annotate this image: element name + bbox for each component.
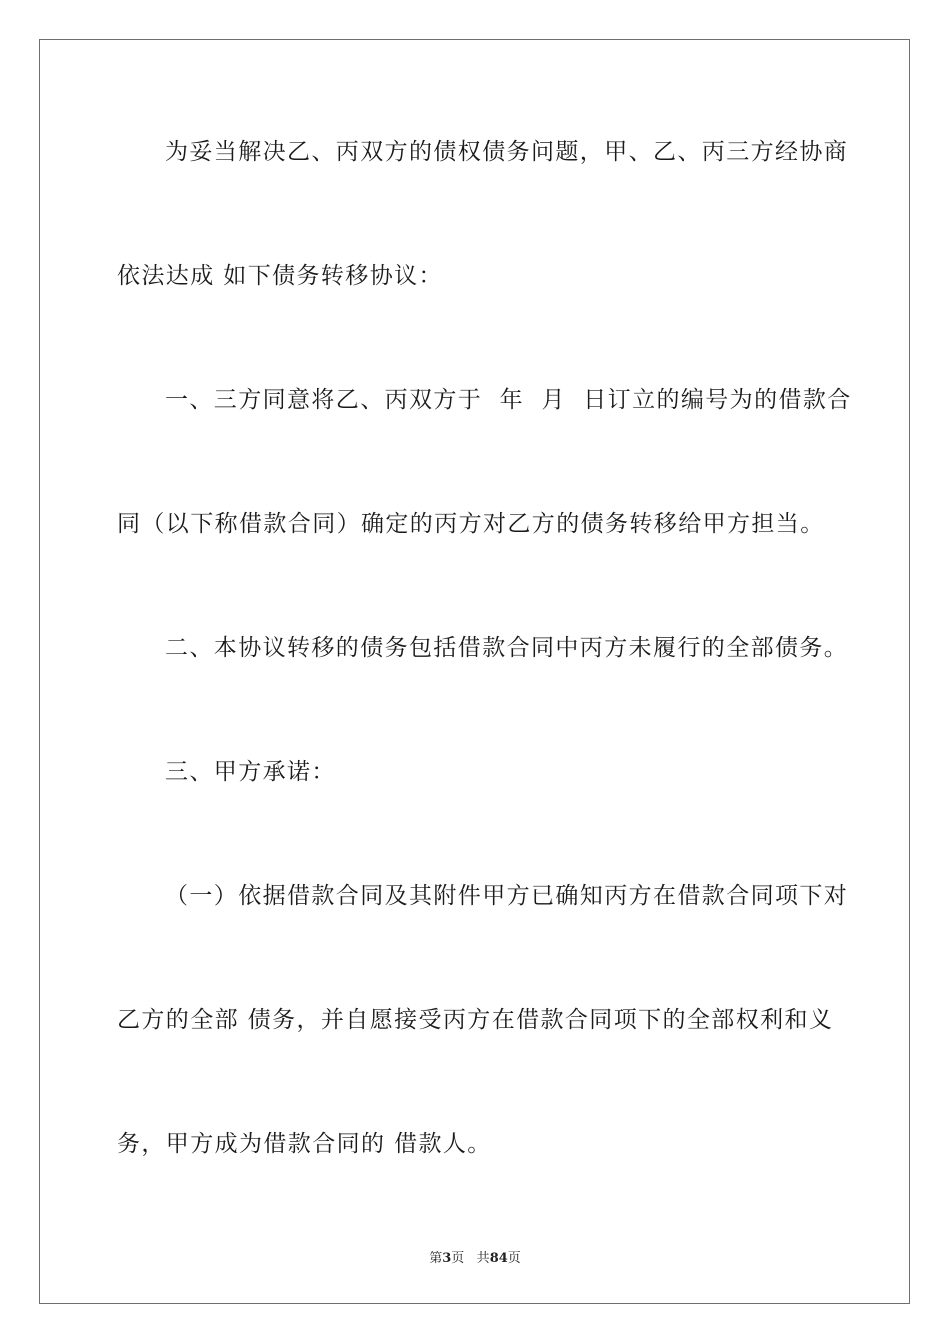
footer-total-pages: 84	[489, 1251, 508, 1266]
paragraph-line-4: 同（以下称借款合同）确定的丙方对乙方的债务转移给甲方担当。	[117, 511, 825, 537]
paragraph-line-9: 务，甲方成为借款合同的 借款人。	[117, 1131, 492, 1157]
footer-total-prefix: 共	[476, 1251, 490, 1266]
paragraph-line-6: 三、甲方承诺：	[165, 759, 336, 785]
footer-page-suffix: 页	[451, 1251, 465, 1266]
page-footer	[0, 1247, 950, 1266]
paragraph-line-1: 为妥当解决乙、丙双方的债权债务问题，甲、乙、丙三方经协商	[165, 139, 849, 165]
paragraph-line-7: （一）依据借款合同及其附件甲方已确知丙方在借款合同项下对	[165, 883, 849, 909]
footer-total-suffix: 页	[507, 1251, 521, 1266]
paragraph-line-5: 二、本协议转移的债务包括借款合同中丙方未履行的全部债务。	[165, 635, 849, 661]
paragraph-line-2: 依法达成 如下债务转移协议：	[117, 263, 443, 289]
footer-page-number: 3	[442, 1251, 452, 1266]
page-border	[39, 39, 910, 1304]
paragraph-line-3: 一、三方同意将乙、丙双方于 年 月 日订立的编号为的借款合	[165, 387, 852, 413]
footer-page-prefix: 第	[429, 1251, 443, 1266]
paragraph-line-8: 乙方的全部 债务，并自愿接受丙方在借款合同项下的全部权利和义	[117, 1007, 834, 1033]
